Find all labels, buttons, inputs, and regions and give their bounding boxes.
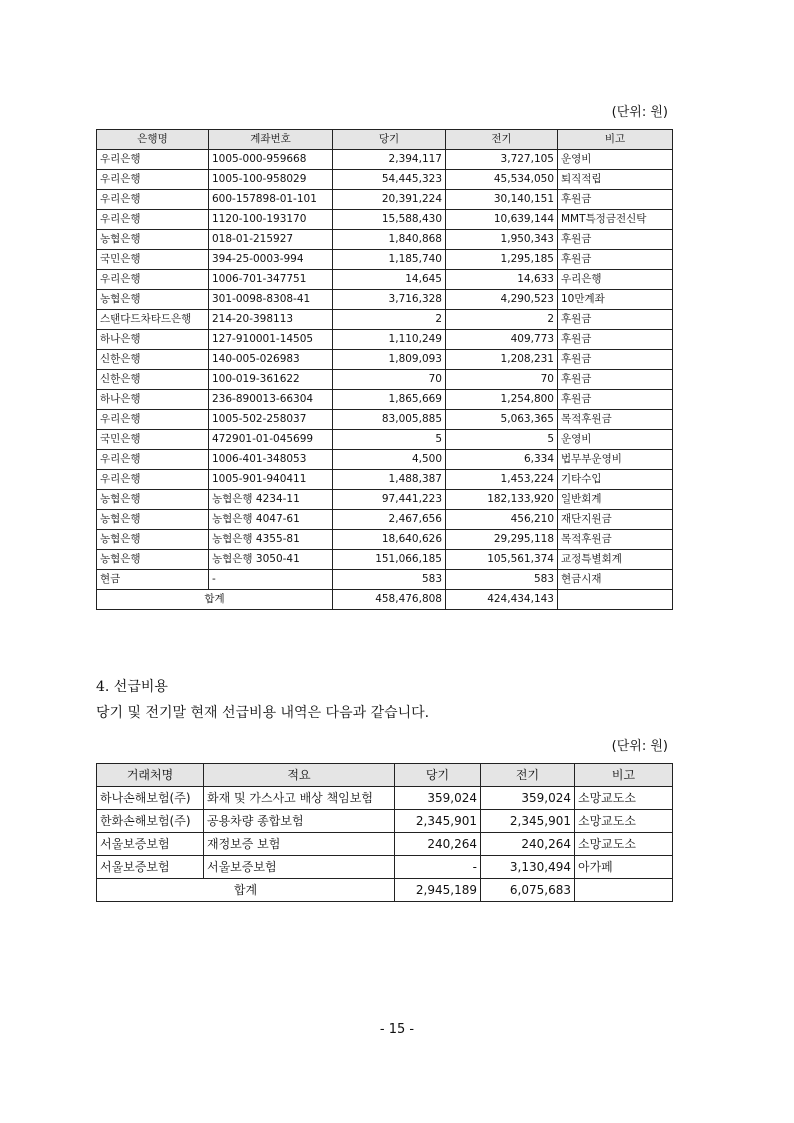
cell-note: 목적후원금	[558, 530, 673, 550]
table-row	[97, 170, 673, 190]
cell-current: 2	[333, 310, 446, 330]
table-row	[97, 350, 673, 370]
cell-prior: 4,290,523	[446, 290, 558, 310]
cell-prior: 182,133,920	[446, 490, 558, 510]
cell-detail: 농협은행 4234-11	[209, 490, 333, 510]
total-prior: 424,434,143	[446, 590, 558, 610]
cell-current: 14,645	[333, 270, 446, 290]
cell-prior: 1,950,343	[446, 230, 558, 250]
cell-note: 재단지원금	[558, 510, 673, 530]
cell-current: 2,394,117	[333, 150, 446, 170]
cell-current: 1,488,387	[333, 470, 446, 490]
cell-name: 하나은행	[97, 330, 209, 350]
table-row	[97, 330, 673, 350]
cell-note: 법무부운영비	[558, 450, 673, 470]
cell-note: 운영비	[558, 150, 673, 170]
table-row	[97, 210, 673, 230]
cell-note: 후원금	[558, 390, 673, 410]
cell-current: 18,640,626	[333, 530, 446, 550]
cell-name: 농협은행	[97, 510, 209, 530]
cell-current: 5	[333, 430, 446, 450]
header-bank: 은행명	[97, 130, 209, 150]
cell-note: 목적후원금	[558, 410, 673, 430]
cell-detail: 236-890013-66304	[209, 390, 333, 410]
cell-prior: 3,130,494	[481, 856, 575, 879]
cell-note: 10만계좌	[558, 290, 673, 310]
header-current: 당기	[333, 130, 446, 150]
cell-current: 151,066,185	[333, 550, 446, 570]
table-row	[97, 430, 673, 450]
table-row	[97, 550, 673, 570]
cell-note: 후원금	[558, 230, 673, 250]
cell-name: 한화손해보험(주)	[97, 810, 204, 833]
total-label: 합계	[97, 879, 395, 902]
cell-note: 아가페	[575, 856, 673, 879]
table-row	[97, 250, 673, 270]
cell-name: 농협은행	[97, 530, 209, 550]
cell-detail: 농협은행 4355-81	[209, 530, 333, 550]
cell-name: 농협은행	[97, 490, 209, 510]
cell-name: 국민은행	[97, 430, 209, 450]
cell-prior: 359,024	[481, 787, 575, 810]
cell-prior: 2,345,901	[481, 810, 575, 833]
cell-detail: 018-01-215927	[209, 230, 333, 250]
deposits-header-row	[97, 130, 673, 150]
cell-prior: 5	[446, 430, 558, 450]
cell-name: 서울보증보험	[97, 856, 204, 879]
cell-name: 하나손해보험(주)	[97, 787, 204, 810]
total-prior: 6,075,683	[481, 879, 575, 902]
cell-current: -	[395, 856, 481, 879]
table-row	[97, 856, 673, 879]
table-row	[97, 530, 673, 550]
table-row	[97, 290, 673, 310]
table-row	[97, 190, 673, 210]
cell-detail: 1005-100-958029	[209, 170, 333, 190]
cell-detail: 재정보증 보험	[204, 833, 395, 856]
cell-prior: 29,295,118	[446, 530, 558, 550]
table-row	[97, 370, 673, 390]
cell-name: 서울보증보험	[97, 833, 204, 856]
cell-name: 국민은행	[97, 250, 209, 270]
cell-prior: 2	[446, 310, 558, 330]
cell-name: 현금	[97, 570, 209, 590]
cell-current: 15,588,430	[333, 210, 446, 230]
cell-name: 농협은행	[97, 290, 209, 310]
table-row	[97, 510, 673, 530]
header-prior: 전기	[446, 130, 558, 150]
table-row	[97, 490, 673, 510]
unit-label-bottom: (단위: 원)	[611, 739, 668, 754]
cell-current: 54,445,323	[333, 170, 446, 190]
cell-note: 운영비	[558, 430, 673, 450]
cell-prior: 3,727,105	[446, 150, 558, 170]
cell-detail: 화재 및 가스사고 배상 책임보험	[204, 787, 395, 810]
cell-note: 교정특별회계	[558, 550, 673, 570]
table-row	[97, 150, 673, 170]
cell-current: 2,467,656	[333, 510, 446, 530]
cell-name: 우리은행	[97, 410, 209, 430]
table-row	[97, 570, 673, 590]
deposits-total-row	[97, 590, 673, 610]
cell-prior: 10,639,144	[446, 210, 558, 230]
table-row	[97, 310, 673, 330]
table-row	[97, 390, 673, 410]
cell-name: 농협은행	[97, 230, 209, 250]
cell-detail: 1006-701-347751	[209, 270, 333, 290]
table-row	[97, 787, 673, 810]
page-number: - 15 -	[379, 1022, 415, 1037]
cell-current: 70	[333, 370, 446, 390]
cell-detail: 농협은행 3050-41	[209, 550, 333, 570]
cell-current: 97,441,223	[333, 490, 446, 510]
cell-prior: 30,140,151	[446, 190, 558, 210]
cell-prior: 240,264	[481, 833, 575, 856]
table-row	[97, 410, 673, 430]
total-current: 2,945,189	[395, 879, 481, 902]
cell-detail: 공용차량 종합보험	[204, 810, 395, 833]
cell-current: 3,716,328	[333, 290, 446, 310]
cell-name: 우리은행	[97, 190, 209, 210]
cell-name: 우리은행	[97, 470, 209, 490]
cell-detail: 301-0098-8308-41	[209, 290, 333, 310]
header-description: 적요	[204, 764, 395, 787]
table-row	[97, 833, 673, 856]
header-note: 비고	[575, 764, 673, 787]
prepaid-total-row	[97, 879, 673, 902]
cell-prior: 105,561,374	[446, 550, 558, 570]
cell-note: 퇴직적립	[558, 170, 673, 190]
prepaid-body	[97, 787, 673, 879]
cell-prior: 409,773	[446, 330, 558, 350]
cell-detail: 서울보증보험	[204, 856, 395, 879]
cell-name: 스탠다드차타드은행	[97, 310, 209, 330]
cell-current: 83,005,885	[333, 410, 446, 430]
total-label: 합계	[97, 590, 333, 610]
cell-name: 우리은행	[97, 170, 209, 190]
prepaid-header-row	[97, 764, 673, 787]
table-row	[97, 470, 673, 490]
cell-current: 1,840,868	[333, 230, 446, 250]
cell-detail: 1005-901-940411	[209, 470, 333, 490]
cell-detail: 농협은행 4047-61	[209, 510, 333, 530]
cell-name: 우리은행	[97, 210, 209, 230]
cell-detail: 600-157898-01-101	[209, 190, 333, 210]
section-description: 당기 및 전기말 현재 선급비용 내역은 다음과 같습니다.	[96, 705, 430, 721]
cell-prior: 70	[446, 370, 558, 390]
cell-name: 신한은행	[97, 350, 209, 370]
cell-current: 2,345,901	[395, 810, 481, 833]
cell-note: 후원금	[558, 330, 673, 350]
cell-note: 후원금	[558, 350, 673, 370]
cell-current: 1,185,740	[333, 250, 446, 270]
deposits-table	[96, 129, 673, 610]
cell-prior: 5,063,365	[446, 410, 558, 430]
cell-note: 일반회계	[558, 490, 673, 510]
cell-current: 1,865,669	[333, 390, 446, 410]
cell-name: 농협은행	[97, 550, 209, 570]
cell-detail: 140-005-026983	[209, 350, 333, 370]
table-row	[97, 450, 673, 470]
cell-detail: 100-019-361622	[209, 370, 333, 390]
section-title: 4. 선급비용	[96, 679, 168, 695]
cell-prior: 6,334	[446, 450, 558, 470]
cell-prior: 1,254,800	[446, 390, 558, 410]
total-current: 458,476,808	[333, 590, 446, 610]
deposits-body	[97, 150, 673, 590]
unit-label-top: (단위: 원)	[611, 105, 668, 120]
cell-name: 하나은행	[97, 390, 209, 410]
cell-detail: 1120-100-193170	[209, 210, 333, 230]
cell-detail: 1005-000-959668	[209, 150, 333, 170]
cell-name: 우리은행	[97, 450, 209, 470]
prepaid-table	[96, 763, 673, 902]
cell-prior: 1,208,231	[446, 350, 558, 370]
table-row	[97, 810, 673, 833]
cell-prior: 14,633	[446, 270, 558, 290]
cell-name: 우리은행	[97, 150, 209, 170]
table-row	[97, 270, 673, 290]
header-account: 계좌번호	[209, 130, 333, 150]
cell-note: 현금시재	[558, 570, 673, 590]
cell-current: 1,809,093	[333, 350, 446, 370]
cell-note: 후원금	[558, 250, 673, 270]
cell-note: 소망교도소	[575, 787, 673, 810]
cell-note: 후원금	[558, 370, 673, 390]
header-prior: 전기	[481, 764, 575, 787]
cell-name: 우리은행	[97, 270, 209, 290]
header-note: 비고	[558, 130, 673, 150]
cell-detail: 1005-502-258037	[209, 410, 333, 430]
total-note	[558, 590, 673, 610]
cell-detail: 472901-01-045699	[209, 430, 333, 450]
cell-prior: 45,534,050	[446, 170, 558, 190]
cell-prior: 1,295,185	[446, 250, 558, 270]
cell-current: 4,500	[333, 450, 446, 470]
cell-note: 후원금	[558, 310, 673, 330]
cell-current: 1,110,249	[333, 330, 446, 350]
total-note	[575, 879, 673, 902]
table-row	[97, 230, 673, 250]
cell-current: 20,391,224	[333, 190, 446, 210]
header-current: 당기	[395, 764, 481, 787]
cell-prior: 456,210	[446, 510, 558, 530]
cell-note: 소망교도소	[575, 833, 673, 856]
cell-prior: 583	[446, 570, 558, 590]
cell-note: 우리은행	[558, 270, 673, 290]
cell-name: 신한은행	[97, 370, 209, 390]
cell-note: MMT특정금전신탁	[558, 210, 673, 230]
cell-prior: 1,453,224	[446, 470, 558, 490]
cell-current: 240,264	[395, 833, 481, 856]
cell-detail: 127-910001-14505	[209, 330, 333, 350]
cell-note: 기타수입	[558, 470, 673, 490]
cell-detail: 394-25-0003-994	[209, 250, 333, 270]
cell-current: 583	[333, 570, 446, 590]
header-vendor: 거래처명	[97, 764, 204, 787]
cell-note: 소망교도소	[575, 810, 673, 833]
cell-detail: -	[209, 570, 333, 590]
cell-note: 후원금	[558, 190, 673, 210]
cell-detail: 214-20-398113	[209, 310, 333, 330]
cell-current: 359,024	[395, 787, 481, 810]
cell-detail: 1006-401-348053	[209, 450, 333, 470]
